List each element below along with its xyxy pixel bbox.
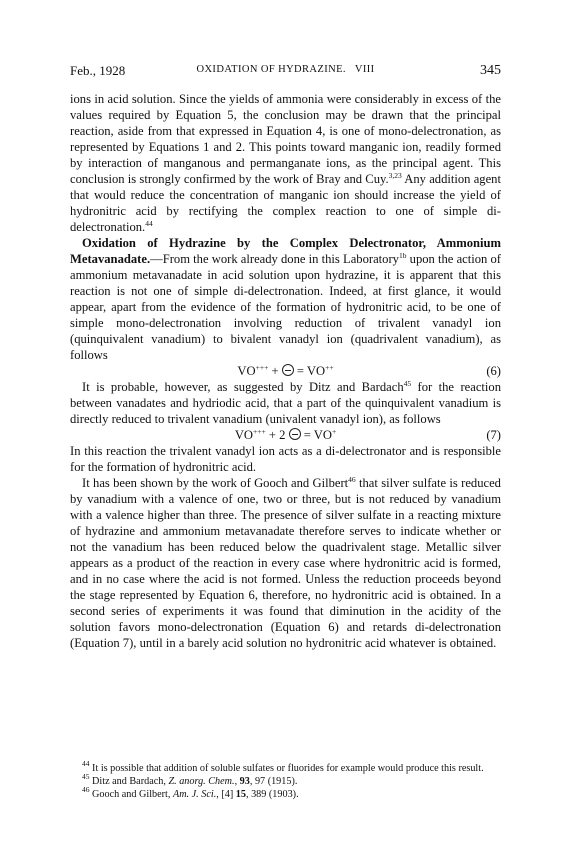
equation-6: VO+++ + = VO++ (6) [237, 363, 501, 378]
page-number: 345 [480, 63, 501, 78]
equation-number: (7) [486, 428, 501, 442]
footnote: $^{44}$ It is possible that addition of soluble sulfates or fluorides for example would produce this result. [82, 759, 484, 774]
footnotes [70, 759, 501, 801]
equation-number: (6) [486, 364, 501, 378]
footnote: $^{46}$ Gooch and Gilbert, Am. J. Sci., [4] 15, 389 (1903). [82, 785, 299, 800]
equation-7: VO+++ + 2 = VO+ (7) [234, 427, 501, 442]
electron-symbol-icon [289, 428, 301, 440]
paragraph: Oxidation of Hydrazine by the Complex Delectronator, Ammonium Metavanadate.—From the work already done in this Laboratory$^{1b}$ upon the action of ammonium metavanadate in acid solution upon hydrazine, it is apparent that this reaction is not one of simple di-delectronation. Indeed, at first glance, it would appear, apart from the evidence of the formation of hydronitric acid, to be one of simple mono-delectronation involving reduction of trivalent vanadyl ion (quinquivalent vanadium) to bivalent vanadyl ion (quadrivalent vanadium), as follows [70, 236, 501, 362]
footnote-ref: 46 [348, 475, 356, 484]
paragraph: It is probable, however, as suggested by Ditz and Bardach$^{45}$ for the reaction between vanadates and hydriodic acid, that a part of the quinquivalent vanadium is directly reduced to trivalent vanadium (univalent vanadyl ion), as follows [70, 379, 501, 426]
paragraph: ions in acid solution. Since the yields of ammonia were considerably in excess of the values required by Equation 5, the conclusion may be drawn that the principal reaction, aside from that expressed in Equation 4, is one of mono-delectronation, as represented by Equations 1 and 2. This points toward manganic ion, readily formed by interaction of manganous and permanganate ions, as the principal agent. This conclusion is strongly confirmed by the work of Bray and Cuy.$^{3,23}$ Any addition agent that would reduce the concentration of manganic ion should increase the yield of hydronitric acid by rectifying the complex reaction to one of simple di-delectronation.$^{44}$ [70, 92, 501, 234]
paragraph: In this reaction the trivalent vanadyl ion acts as a di-delectronator and is responsible for the formation of hydronitric acid. [70, 444, 501, 474]
body-text [70, 91, 501, 651]
footnote-ref: 44 [145, 219, 153, 228]
citation-ref: 3,23 [388, 171, 402, 180]
section-heading: Oxidation of Hydrazine by the Complex Delectronator, Ammonium Metavanadate. [70, 236, 501, 266]
paragraph: It has been shown by the work of Gooch and Gilbert$^{46}$ that silver sulfate is reduced by vanadium with a valence of one, two or three, but is not reduced by vanadium with a valence higher than three. The presence of silver sulfate in a reacting mixture of hydrazine and ammonium metavanadate therefore serves to indicate whether or not the vanadium has been reduced below the quadrivalent stage. Metallic silver appears as a product of the reaction in every case where hydronitric acid is formed, and in no case where the acid is not formed. Unless the reduction proceeds beyond the stage represented by Equation 6, therefore, no hydronitric acid is obtained. In a second series of experiments it was found that diminution in the acidity of the solution favors mono-delectronation (Equation 6) and retards di-delectronation (Equation 7), until in a barely acid solution no hydronitric acid whatever is obtained. [70, 475, 501, 650]
issue-date: Feb., 1928 [70, 63, 126, 78]
running-header [70, 63, 501, 83]
electron-symbol-icon [282, 364, 294, 376]
running-title: OXIDATION OF HYDRAZINE. VIII [196, 64, 375, 75]
footnote: $^{45}$ Ditz and Bardach, Z. anorg. Chem., 93, 97 (1915). [82, 772, 298, 787]
footnote-ref: 45 [403, 379, 412, 388]
citation-ref: 1b [398, 251, 407, 260]
